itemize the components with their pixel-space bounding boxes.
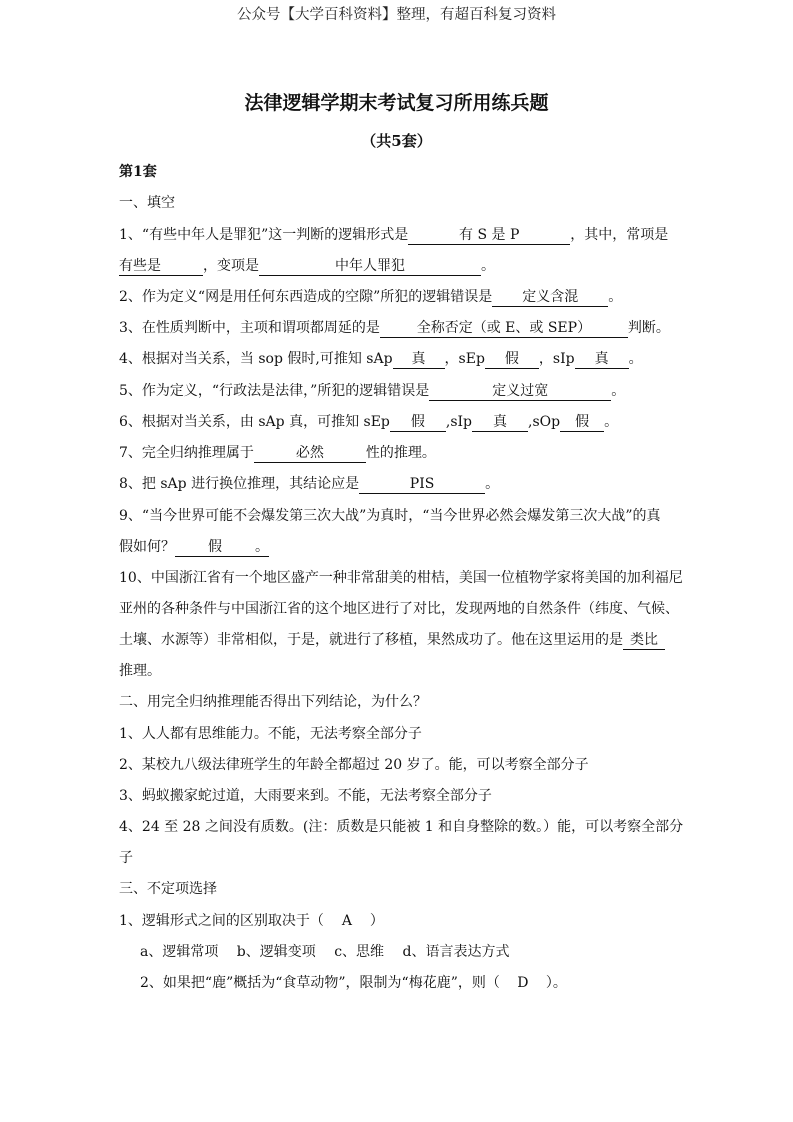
page-header: 公众号【大学百科资料】整理，有超百科复习资料: [237, 7, 556, 23]
answer: A: [341, 913, 352, 929]
document-subtitle: （共5套）: [361, 132, 432, 150]
section-choice-title: 三、不定项选择: [119, 881, 217, 897]
list-item: 3、蚂蚁搬家蛇过道，大雨要来到。不能，无法考察全部分子: [119, 788, 492, 804]
list-item: 2、某校九八级法律班学生的年龄全都超过 20 岁了。能，可以考察全部分子: [119, 757, 589, 773]
question-4: 4、根据对当关系，当 sop 假时,可推知 sAp 真 ，sEp 假 ，sIp 真 。: [119, 351, 643, 367]
answer-blank: 假: [175, 539, 255, 557]
question-9: 9、“当今世界可能不会爆发第三次大战”为真时，“当今世界必然会爆发第三次大战”的真: [119, 508, 661, 524]
answer-blank: 定义含混: [492, 289, 608, 307]
list-item-cont: 子: [119, 850, 133, 866]
list-item: 1、人人都有思维能力。不能，无法考察全部分子: [119, 726, 422, 742]
question-10-line1: 10、中国浙江省有一个地区盛产一种非常甜美的柑桔，美国一位植物学家将美国的加利福尼: [119, 570, 683, 586]
choice-question-1-options: a、逻辑常项 b、逻辑变项 c、思维 d、语言表达方式: [140, 944, 510, 960]
question-10-line3: 土壤、水源等）非常相似，于是，就进行了移植，果然成功了。他在这里运用的是 类比: [119, 630, 665, 650]
answer-blank: 假: [560, 414, 604, 432]
list-item: 4、24 至 28 之间没有质数。(注：质数是只能被 1 和自身整除的数。）能，可以考察全部分: [119, 819, 684, 835]
document-title: 法律逻辑学期末考试复习所用练兵题: [244, 92, 549, 114]
choice-question-1: 1、逻辑形式之间的区别取决于（ A ）: [119, 913, 384, 929]
question-1: 1、“有些中年人是罪犯”这一判断的逻辑形式是 有 S 是 P ，其中，常项是: [119, 227, 669, 243]
answer-blank: 全称否定（或 E、或 SEP）: [380, 320, 628, 338]
answer-blank: 真: [393, 351, 445, 369]
answer-blank: 定义过宽: [429, 383, 611, 401]
question-5: 5、作为定义，“行政法是法律，”所犯的逻辑错误是 定义过宽 。: [119, 383, 626, 399]
choice-question-2: 2、如果把“鹿”概括为“食草动物”，限制为“梅花鹿”，则（ D ）。: [140, 975, 567, 991]
question-10-line4: 推理。: [119, 663, 161, 679]
answer-blank: 真: [472, 414, 528, 432]
question-6: 6、根据对当关系，由 sAp 真，可推知 sEp 假 ,sIp 真 ,sOp 假 。: [119, 414, 619, 430]
question-3: 3、在性质判断中，主项和谓项都周延的是 全称否定（或 E、或 SEP） 判断。: [119, 320, 670, 336]
answer-blank: PIS: [359, 476, 485, 494]
answer-blank: 假: [485, 351, 539, 369]
set-label: 第1套: [119, 164, 157, 180]
answer-blank: 假: [390, 414, 446, 432]
answer-blank: 必然: [254, 445, 366, 463]
question-10-line2: 亚州的各种条件与中国浙江省的这个地区进行了对比，发现两地的自然条件（纬度、气候、: [119, 601, 679, 617]
question-7: 7、完全归纳推理属于 必然 性的推理。: [119, 445, 436, 461]
section-induction-title: 二、用完全归纳推理能否得出下列结论，为什么？: [119, 694, 427, 710]
question-9-cont: 假如何？ 假 。: [119, 539, 269, 555]
question-2: 2、作为定义“网是用任何东西造成的空隙”所犯的逻辑错误是 定义含混 。: [119, 289, 623, 305]
answer-blank: 有 S 是 P: [408, 227, 570, 245]
answer-blank: 中年人罪犯: [259, 258, 481, 276]
question-1-cont: 有些是 ，变项是 中年人罪犯 。: [119, 258, 495, 274]
answer-blank: 有些是: [119, 258, 203, 276]
answer-blank: 真: [575, 351, 629, 369]
section-fill-blank-title: 一、填空: [119, 195, 175, 211]
question-8: 8、把 sAp 进行换位推理，其结论应是 PIS 。: [119, 476, 500, 492]
answer-blank: 类比: [623, 632, 665, 650]
answer: D: [517, 975, 529, 991]
